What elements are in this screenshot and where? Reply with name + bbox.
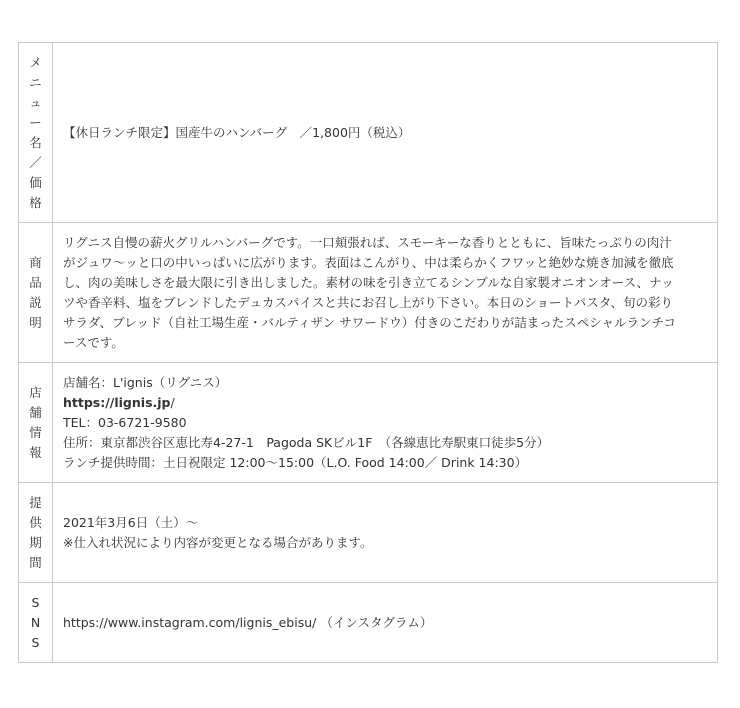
table-row-period [19,483,718,583]
store-address: 住所：東京都渋谷区恵比寿4-27-1 Pagoda SKビル1F （各線恵比寿駅東口徒歩5分） [63,434,550,450]
header-char: ー [29,114,42,130]
store-info-cell [53,363,718,483]
header-char: 提 [29,494,42,510]
description-line: し、肉の美味しさを最大限に引き出しました。素材の味を引き立てるシンプルな自家製オニオンオース、ナッ [63,274,674,290]
period-start-date: 2021年3月6日（土）〜 [63,514,199,530]
header-char: S [31,634,40,650]
store-url-link[interactable]: https://lignis.jp [63,394,171,410]
description-cell [53,223,718,363]
description-line: ツや香辛料、塩をブレンドしたデュカスパイスと共にお召し上がり下さい。本日のショートパスタ、旬の彩り [63,294,673,310]
row-header-period [19,483,53,583]
header-char: 価 [29,174,42,190]
menu-name-price: 【休日ランチ限定】国産牛のハンバーグ ／1,800円（税込） [63,124,411,140]
header-char: 名 [29,134,42,150]
period-note: ※仕入れ状況により内容が変更となる場合があります。 [63,534,373,550]
instagram-link[interactable]: https://www.instagram.com/lignis_ebisu/ （インスタグラム） [63,614,433,630]
header-char: 格 [29,194,42,210]
header-char: 明 [29,314,42,330]
header-char: 説 [29,294,42,310]
description-line: リグニス自慢の薪火グリルハンバーグです。一口頬張れば、スモーキーな香りとともに、旨味たっぷりの肉汁 [63,234,672,250]
info-table [18,42,718,663]
header-char: ／ [29,154,42,170]
description-line: サラダ、ブレッド（自社工場生産・バルティザン サワードウ）付きのこだわりが詰まったスペシャルランチコ [63,314,676,330]
sns-cell [53,583,718,663]
header-char: S [31,594,40,610]
header-char: 間 [29,554,42,570]
header-char: ュ [29,94,42,110]
header-char: メ [29,54,42,70]
header-char: 舗 [29,404,42,420]
header-char: 期 [29,534,42,550]
row-header-sns [19,583,53,663]
table-row-description [19,223,718,363]
store-url[interactable] [63,393,707,413]
header-char: 品 [29,274,42,290]
header-char: 報 [29,444,42,460]
period-cell [53,483,718,583]
header-char: ニ [29,74,42,90]
table-row-sns [19,583,718,663]
description-line: がジュワ〜ッと口の中いっぱいに広がります。表面はこんがり、中は柔らかくフワッと絶妙な焼き加減を徹底 [63,254,674,270]
menu-price-cell [53,43,718,223]
header-char: N [30,614,41,630]
header-char: 供 [29,514,42,530]
row-header-store-info [19,363,53,483]
row-header-description [19,223,53,363]
header-char: 情 [29,424,42,440]
table-row-store-info [19,363,718,483]
header-char: 店 [29,384,42,400]
header-char: 商 [29,254,42,270]
store-name: 店舗名：L'ignis（リグニス） [63,374,228,390]
table-row-menu [19,43,718,223]
store-lunch-hours: ランチ提供時間：土日祝限定 12:00〜15:00（L.O. Food 14:00／ Drink 14:30） [63,454,528,470]
store-phone: TEL：03-6721-9580 [63,414,187,430]
row-header-menu-price [19,43,53,223]
store-url-suffix: / [170,394,175,410]
description-line: ースです。 [63,334,124,350]
